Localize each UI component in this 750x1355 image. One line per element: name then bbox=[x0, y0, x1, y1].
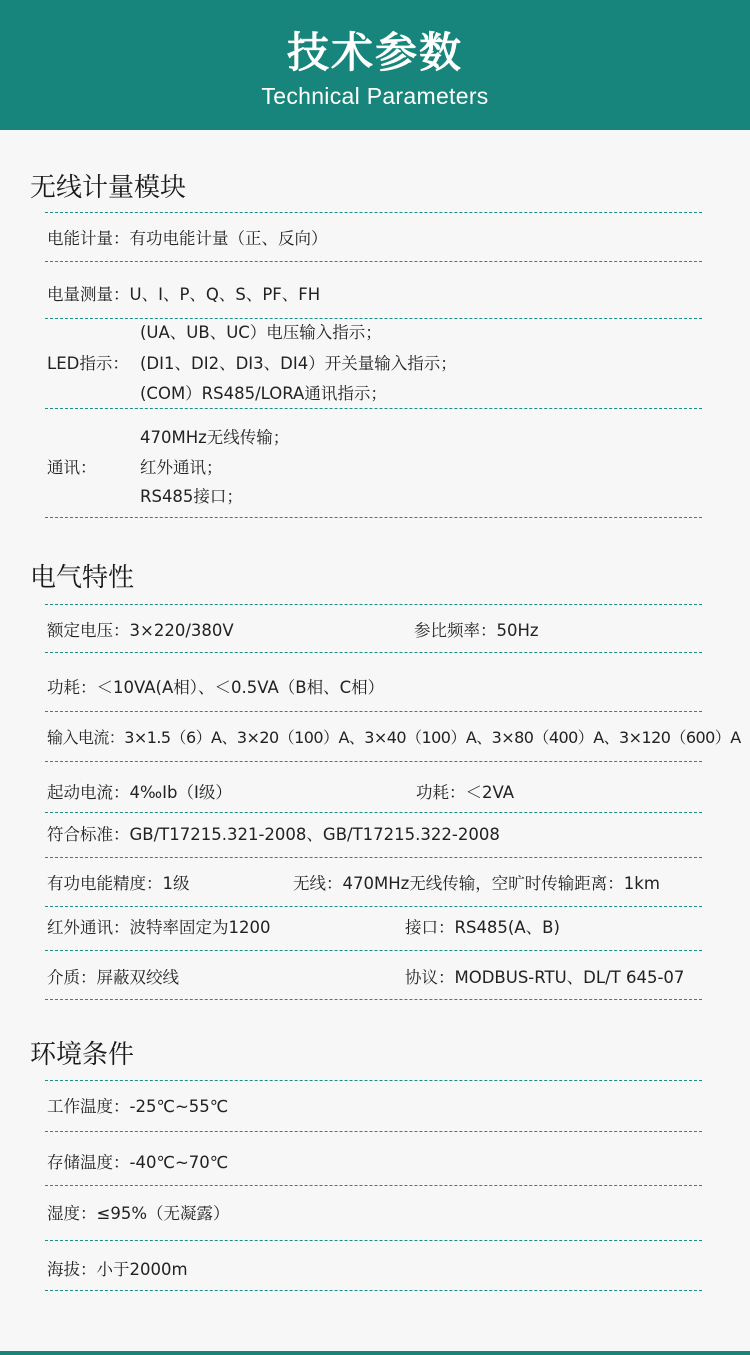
divider bbox=[45, 652, 702, 653]
working-temperature: 工作温度：-25℃~55℃ bbox=[47, 1097, 229, 1116]
comm-label: 通讯： bbox=[47, 458, 97, 477]
comm-line-1: 470MHz无线传输； bbox=[140, 428, 290, 447]
accuracy-class: 有功电能精度：1级 bbox=[47, 874, 190, 893]
interface: 接口：RS485(A、B) bbox=[405, 918, 560, 937]
divider bbox=[45, 950, 702, 951]
infrared-baud: 红外通讯：波特率固定为1200 bbox=[47, 918, 271, 937]
page-title: 技术参数 bbox=[286, 28, 463, 77]
reference-frequency: 参比频率：50Hz bbox=[414, 621, 539, 640]
led-line-2: (DI1、DI2、DI3、DI4）开关量输入指示； bbox=[140, 354, 457, 373]
protocol: 协议：MODBUS-RTU、DL/T 645-07 bbox=[405, 968, 685, 987]
divider bbox=[45, 906, 702, 907]
section-title-environment: 环境条件 bbox=[30, 1040, 135, 1070]
led-indicator-label: LED指示： bbox=[47, 354, 129, 373]
power-consumption-2: 功耗：＜2VA bbox=[416, 783, 515, 802]
energy-metering-row bbox=[47, 228, 328, 250]
divider bbox=[45, 1080, 702, 1081]
led-line-3: (COM）RS485/LORA通讯指示； bbox=[140, 384, 387, 403]
divider bbox=[45, 1240, 702, 1241]
compliance-standard: 符合标准：GB/T17215.321-2008、GB/T17215.322-2008 bbox=[47, 825, 500, 844]
divider bbox=[45, 408, 702, 409]
divider bbox=[45, 318, 702, 319]
energy-metering-value: 有功电能计量（正、反向） bbox=[129, 229, 328, 248]
led-line-1: (UA、UB、UC）电压输入指示； bbox=[140, 323, 382, 342]
storage-temperature: 存储温度：-40℃~70℃ bbox=[47, 1153, 229, 1172]
altitude: 海拔：小于2000m bbox=[47, 1260, 188, 1279]
divider bbox=[45, 761, 702, 762]
divider bbox=[45, 711, 702, 712]
divider bbox=[45, 812, 702, 813]
measurement-value: U、I、P、Q、S、PF、FH bbox=[129, 285, 321, 304]
medium: 介质：屏蔽双绞线 bbox=[47, 968, 179, 987]
header-banner bbox=[0, 0, 750, 130]
divider bbox=[45, 1290, 702, 1291]
divider bbox=[45, 212, 702, 213]
bottom-accent-bar bbox=[0, 1351, 750, 1355]
section-title-electrical: 电气特性 bbox=[30, 563, 135, 593]
energy-metering-label: 电能计量： bbox=[47, 229, 130, 248]
page-subtitle: Technical Parameters bbox=[261, 83, 489, 109]
humidity: 湿度：≤95%（无凝露） bbox=[47, 1204, 230, 1223]
divider bbox=[45, 261, 702, 262]
measurement-row bbox=[47, 284, 320, 306]
divider bbox=[45, 857, 702, 858]
comm-line-2: 红外通讯； bbox=[140, 458, 223, 477]
divider bbox=[45, 1131, 702, 1132]
measurement-label: 电量测量： bbox=[47, 285, 130, 304]
power-consumption: 功耗：＜10VA(A相）、＜0.5VA（B相、C相） bbox=[47, 678, 385, 697]
divider bbox=[45, 999, 702, 1000]
comm-line-3: RS485接口； bbox=[140, 487, 243, 506]
start-current: 起动电流：4‰Ib（Ⅰ级） bbox=[47, 783, 232, 802]
divider bbox=[45, 1185, 702, 1186]
rated-voltage: 额定电压：3×220/380V bbox=[47, 621, 234, 640]
divider bbox=[45, 517, 702, 518]
input-current: 输入电流：3×1.5（6）A、3×20（100）A、3×40（100）A、3×80（400）A、3×120（600）A bbox=[47, 728, 741, 747]
section-title-wireless: 无线计量模块 bbox=[30, 173, 187, 203]
divider bbox=[45, 604, 702, 605]
wireless-range: 无线：470MHz无线传输，空旷时传输距离：1km bbox=[293, 874, 660, 893]
